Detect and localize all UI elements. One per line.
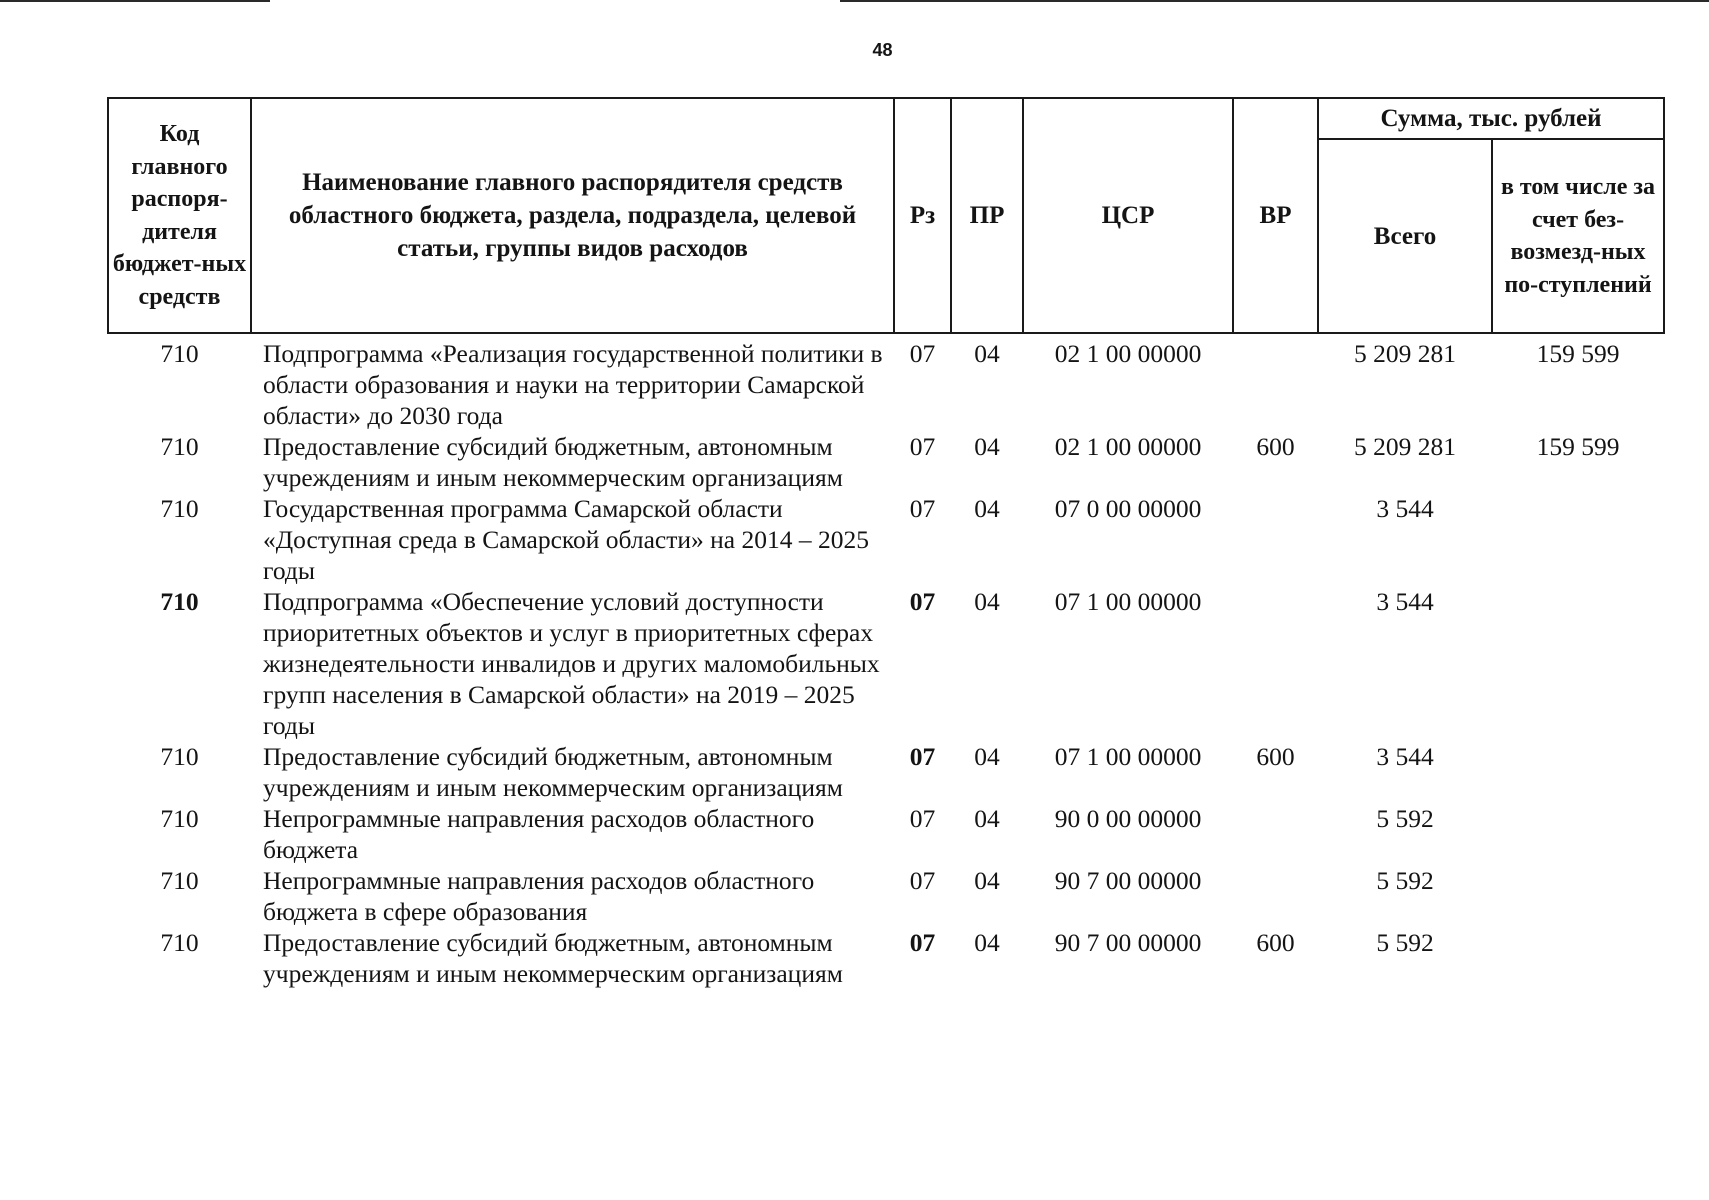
row-rz: 07	[909, 804, 936, 833]
row-vr	[1233, 586, 1318, 741]
top-border-line	[840, 0, 1709, 2]
row-total: 5 592	[1376, 804, 1434, 833]
budget-table	[107, 97, 1665, 989]
row-free	[1492, 493, 1664, 586]
header-csr: ЦСР	[1023, 98, 1233, 333]
row-pr: 04	[974, 742, 1000, 771]
row-csr: 07 1 00 00000	[1054, 742, 1202, 771]
table-row	[108, 333, 1664, 431]
page-number: 48	[872, 40, 893, 60]
row-csr: 07 1 00 00000	[1054, 587, 1202, 616]
row-rz: 07	[909, 339, 936, 368]
table-row	[108, 586, 1664, 741]
row-code: 710	[160, 432, 199, 461]
row-total: 5 592	[1376, 866, 1434, 895]
table-row	[108, 493, 1664, 586]
row-rz: 07	[909, 742, 936, 771]
row-rz: 07	[909, 866, 936, 895]
table-row	[108, 927, 1664, 989]
row-csr: 90 0 00 00000	[1054, 804, 1202, 833]
row-vr	[1233, 803, 1318, 865]
row-code: 710	[160, 587, 199, 616]
table-row	[108, 865, 1664, 927]
row-free	[1492, 586, 1664, 741]
row-vr: 600	[1256, 928, 1295, 957]
row-vr	[1233, 493, 1318, 586]
header-name: Наименование главного распорядителя средств областного бюджета, раздела, подраздела, целевой статьи, группы видов расходов	[251, 98, 894, 333]
row-vr	[1233, 333, 1318, 431]
row-rz: 07	[909, 928, 936, 957]
row-csr: 07 0 00 00000	[1054, 494, 1202, 523]
row-csr: 90 7 00 00000	[1054, 866, 1202, 895]
row-rz: 07	[909, 587, 936, 616]
row-vr: 600	[1256, 432, 1295, 461]
row-pr: 04	[974, 928, 1000, 957]
row-name: Подпрограмма «Обеспечение условий доступности приоритетных объектов и услуг в приоритетных сферах жизнедеятельности инвалидов и других маломобильных групп населения в Самарской области» на 2019 – 2025 годы	[263, 587, 880, 740]
row-name: Непрограммные направления расходов областного бюджета в сфере образования	[263, 866, 815, 926]
table-row	[108, 803, 1664, 865]
row-name: Непрограммные направления расходов областного бюджета	[263, 804, 815, 864]
row-csr: 90 7 00 00000	[1054, 928, 1202, 957]
row-free	[1492, 803, 1664, 865]
row-name: Государственная программа Самарской области «Доступная среда в Самарской области» на 2014 – 2025 годы	[263, 494, 869, 585]
row-pr: 04	[974, 339, 1000, 368]
row-csr: 02 1 00 00000	[1054, 339, 1202, 368]
header-sum-group: Сумма, тыс. рублей	[1318, 98, 1664, 139]
header-total: Всего	[1318, 139, 1492, 333]
header-rz: Рз	[894, 98, 951, 333]
row-vr	[1233, 865, 1318, 927]
row-free: 159 599	[1536, 432, 1620, 461]
row-code: 710	[160, 742, 199, 771]
row-total: 3 544	[1376, 742, 1434, 771]
table-row	[108, 741, 1664, 803]
row-total: 5 209 281	[1354, 432, 1456, 461]
row-pr: 04	[974, 866, 1000, 895]
row-pr: 04	[974, 432, 1000, 461]
row-name: Предоставление субсидий бюджетным, автономным учреждениям и иным некоммерческим организациям	[263, 432, 843, 492]
row-pr: 04	[974, 587, 1000, 616]
row-total: 5 209 281	[1354, 339, 1456, 368]
table-row	[108, 431, 1664, 493]
row-code: 710	[160, 928, 199, 957]
row-csr: 02 1 00 00000	[1054, 432, 1202, 461]
row-free	[1492, 927, 1664, 989]
row-total: 5 592	[1376, 928, 1434, 957]
row-name: Подпрограмма «Реализация государственной политики в области образования и науки на территории Самарской области» до 2030 года	[263, 339, 883, 430]
row-total: 3 544	[1376, 587, 1434, 616]
row-code: 710	[160, 494, 199, 523]
row-vr: 600	[1256, 742, 1295, 771]
row-free: 159 599	[1536, 339, 1620, 368]
table-body	[108, 333, 1664, 989]
row-total: 3 544	[1376, 494, 1434, 523]
row-pr: 04	[974, 804, 1000, 833]
row-code: 710	[160, 804, 199, 833]
header-vr: ВР	[1233, 98, 1318, 333]
row-free	[1492, 741, 1664, 803]
header-code: Код главного распоря-дителя бюджет-ных средств	[108, 98, 251, 333]
header-incl-free: в том числе за счет без-возмезд-ных по-ступлений	[1492, 139, 1664, 333]
row-code: 710	[160, 866, 199, 895]
row-name: Предоставление субсидий бюджетным, автономным учреждениям и иным некоммерческим организациям	[263, 928, 843, 988]
row-code: 710	[160, 339, 199, 368]
row-rz: 07	[909, 432, 936, 461]
top-border-line	[0, 0, 270, 2]
row-pr: 04	[974, 494, 1000, 523]
row-free	[1492, 865, 1664, 927]
row-name: Предоставление субсидий бюджетным, автономным учреждениям и иным некоммерческим организациям	[263, 742, 843, 802]
row-rz: 07	[909, 494, 936, 523]
header-pr: ПР	[951, 98, 1023, 333]
